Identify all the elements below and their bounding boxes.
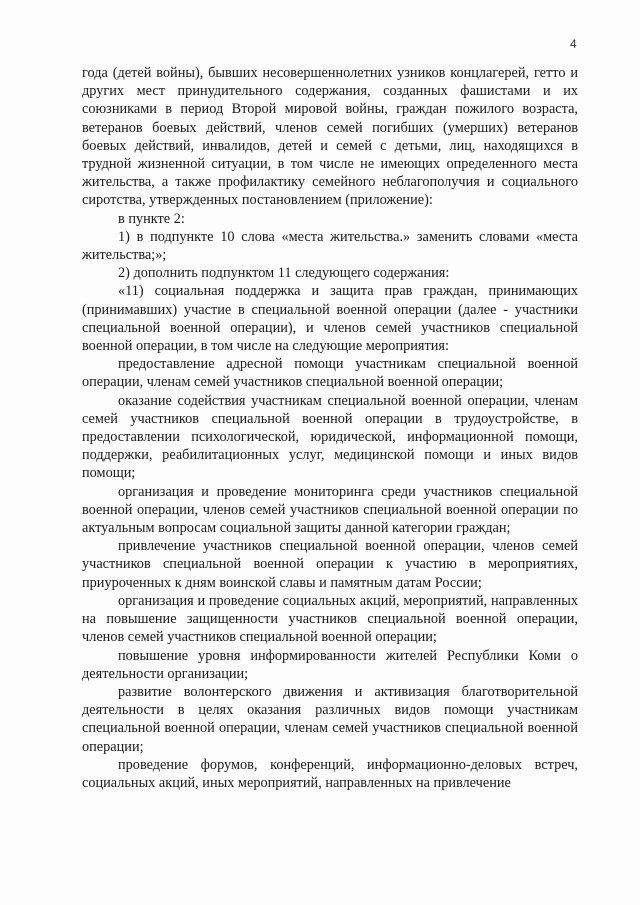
paragraph: предоставление адресной помощи участникам специальной военной операции, членам семей участников специальной военной операции; xyxy=(82,356,578,391)
paragraph: организация и проведение социальных акций, мероприятий, направленных на повышение защищенности участников специальной военной операции, членов семей участников специальной военной операции; xyxy=(82,592,578,646)
paragraph: года (детей войны), бывших несовершеннолетних узников концлагерей, гетто и других мест принудительного содержания, созданных фашистами и их союзниками в период Второй мировой войны, граждан пожилого возраста, ветеранов боевых действий, членов семей погибших (умерших) ветеранов боевых действий, инвалидов, детей и семей с детьми, лиц, находящихся в трудной жизненной ситуации, в том числе не имеющих определенного места жительства, а также профилактику семейного неблагополучия и социального сиротства, утвержденных постановлением (приложение): xyxy=(82,65,578,209)
paragraph: «11) социальная поддержка и защита прав граждан, принимающих (принимавших) участие в специальной военной операции (далее - участники специальной военной операции), и членов семей участников специальной военной операции, в том числе на следующие мероприятия: xyxy=(82,283,578,355)
paragraph: в пункте 2: xyxy=(118,210,185,227)
paragraph: 2) дополнить подпунктом 11 следующего содержания: xyxy=(118,265,450,282)
paragraph: организация и проведение мониторинга среди участников специальной военной операции, членов семей участников специальной военной операции по актуальным вопросам социальной защиты данной категории граждан; xyxy=(82,483,578,537)
paragraph: привлечение участников специальной военной операции, членов семей участников специальной военной операции к участию в мероприятиях, приуроченных к дням воинской славы и памятным датам России; xyxy=(82,538,578,591)
page-number: 4 xyxy=(570,37,577,51)
document-body xyxy=(82,64,578,792)
paragraph: оказание содействия участникам специальной военной операции, членам семей участников специальной военной операции в трудоустройстве, в предоставлении психологической, юридической, информационной помощи, поддержки, реабилитационных услуг, медицинской помощи и иных видов помощи; xyxy=(82,392,578,482)
paragraph: проведение форумов, конференций, информационно-деловых встреч, социальных акций, иных мероприятий, направленных на привлечение xyxy=(82,756,578,791)
paragraph: 1) в подпункте 10 слова «места жительства.» заменить словами «места жительства;»; xyxy=(82,228,578,264)
paragraph: развитие волонтерского движения и активизация благотворительной деятельности в целях оказания различных видов помощи участникам специальной военной операции, членам семей участников специальной военной операции; xyxy=(82,683,578,755)
paragraph: повышение уровня информированности жителей Республики Коми о деятельности организации; xyxy=(82,647,578,682)
